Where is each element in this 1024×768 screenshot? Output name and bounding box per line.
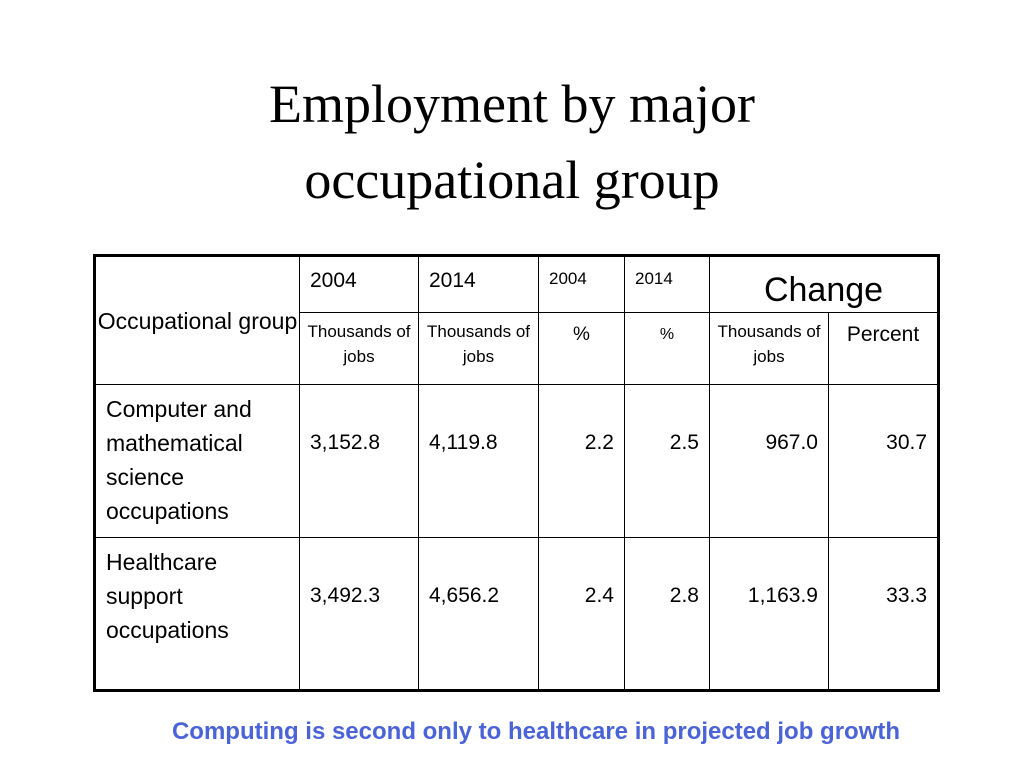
header-year-2004: 2004	[300, 256, 419, 313]
cell-change-thousands: 967.0	[710, 385, 829, 538]
cell-change-percent: 33.3	[829, 538, 939, 691]
employment-table	[93, 254, 940, 692]
row-group-label: Computer and mathematical science occupations	[95, 385, 300, 538]
table-row	[95, 538, 939, 691]
header-unit-change-thousands: Thousands of jobs	[710, 313, 829, 385]
header-change: Change	[710, 256, 939, 313]
slide-title	[0, 66, 1024, 218]
cell-change-percent: 30.7	[829, 385, 939, 538]
cell-change-thousands: 1,163.9	[710, 538, 829, 691]
header-unit-change-percent: Percent	[829, 313, 939, 385]
header-unit-pct-2004: %	[539, 313, 625, 385]
cell-jobs-2004: 3,492.3	[300, 538, 419, 691]
caption-text: Computing is second only to healthcare in projected job growth	[171, 718, 901, 745]
cell-jobs-2014: 4,119.8	[419, 385, 539, 538]
header-unit-pct-2014: %	[625, 313, 710, 385]
header-unit-thousands-2004: Thousands of jobs	[300, 313, 419, 385]
slide-title-line-2: occupational group	[304, 150, 720, 210]
slide-title-line-1: Employment by major	[269, 74, 755, 134]
row-group-label: Healthcare support occupations	[95, 538, 300, 691]
header-pct-year-2014: 2014	[625, 256, 710, 313]
header-year-2014: 2014	[419, 256, 539, 313]
table-row	[95, 385, 939, 538]
header-unit-thousands-2014: Thousands of jobs	[419, 313, 539, 385]
cell-jobs-2014: 4,656.2	[419, 538, 539, 691]
cell-pct-2014: 2.5	[625, 385, 710, 538]
header-occupational-group: Occupational group	[95, 256, 300, 385]
cell-pct-2004: 2.4	[539, 538, 625, 691]
cell-pct-2004: 2.2	[539, 385, 625, 538]
header-row-1	[95, 256, 939, 313]
header-pct-year-2004: 2004	[539, 256, 625, 313]
cell-pct-2014: 2.8	[625, 538, 710, 691]
cell-jobs-2004: 3,152.8	[300, 385, 419, 538]
